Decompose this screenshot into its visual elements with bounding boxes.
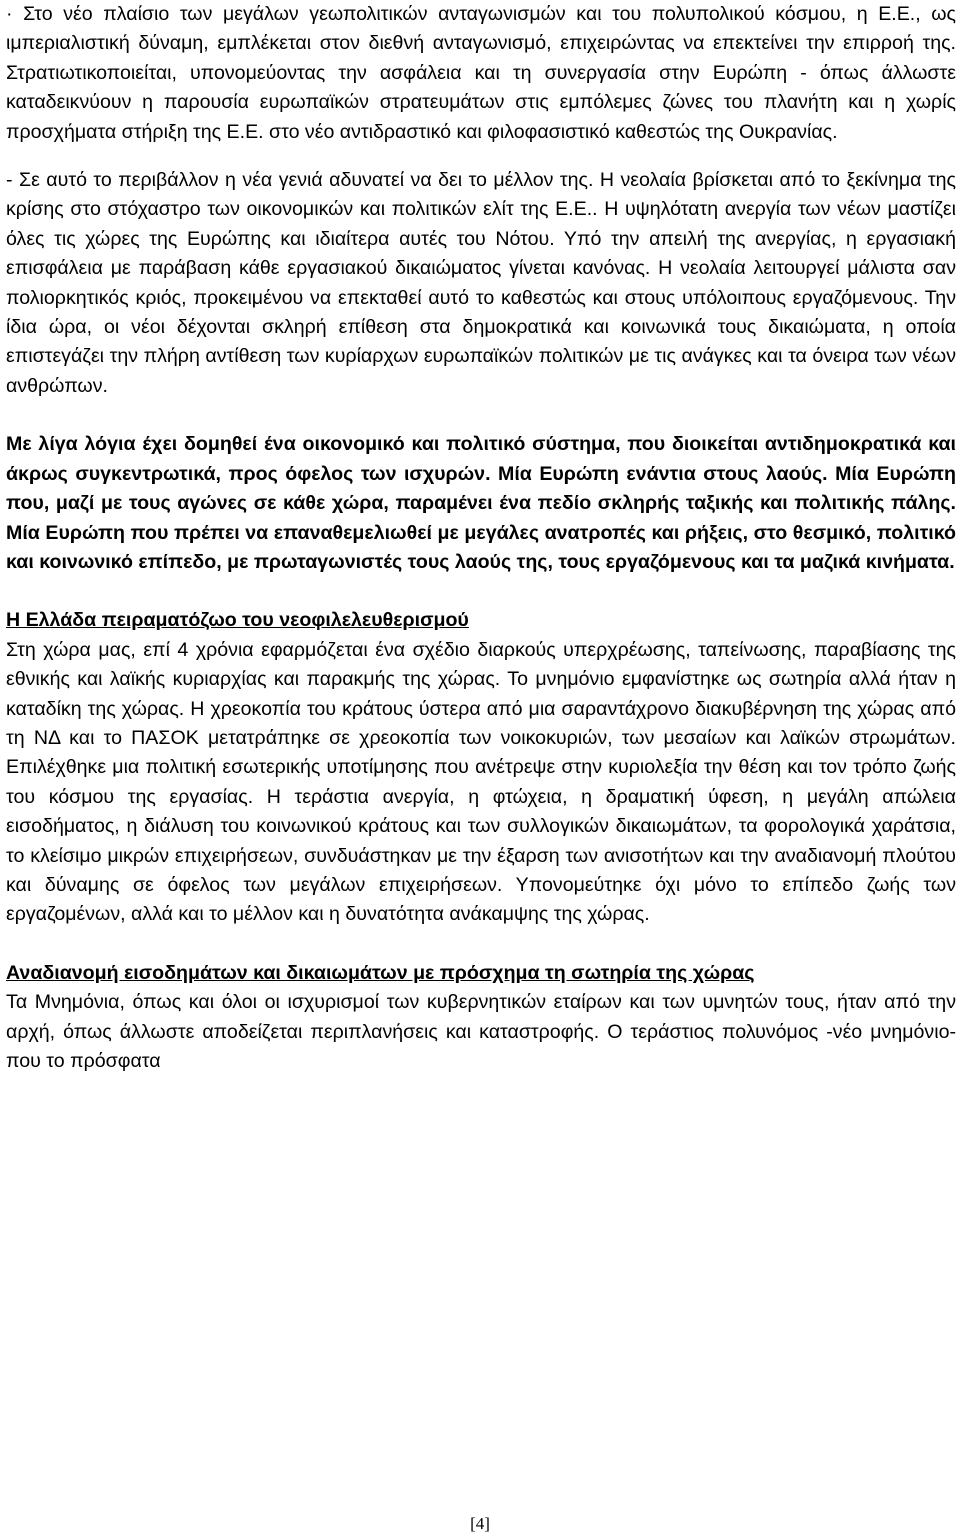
document-page [6,0,956,1076]
paragraph-eu-geopolitics: · Στο νέο πλαίσιο των μεγάλων γεωπολιτικών ανταγωνισμών και του πολυπολικού κόσμου, η Ε.Ε., ως ιμπεριαλιστική δύναμη, εμπλέκεται στον διεθνή ανταγωνισμό, επιχειρώντας να επεκτείνει την επιρροή της. Στρατιωτικοποιείται, υπονομεύοντας την ασφάλεια και τη συνεργασία στην Ευρώπη - όπως άλλωστε καταδεικνύουν η παρουσία ευρωπαϊκών στρατευμάτων στις εμπόλεμες ζώνες του πλανήτη και η χωρίς προσχήματα στήριξη της Ε.Ε. στο νέο αντιδραστικό και φιλοφασιστικό καθεστώς της Ουκρανίας. [6,3,956,143]
paragraph-summary-bold: Με λίγα λόγια έχει δομηθεί ένα οικονομικό και πολιτικό σύστημα, που διοικείται αντιδημοκρατικά και άκρως συγκεντρωτικά, προς όφελος των ισχυρών. Μία Ευρώπη ενάντια στους λαούς. Μία Ευρώπη που, μαζί με τους αγώνες σε κάθε χώρα, παραμένει ένα πεδίο σκληρής ταξικής και πολιτικής πάλης. Μία Ευρώπη που πρέπει να επαναθεμελιωθεί με μεγάλες ανατροπές και ρήξεις, στο θεσμικό, πολιτικό και κοινωνικό επίπεδο, με πρωταγωνιστές τους λαούς της, τους εργαζόμενους και τα μαζικά κινήματα. [6,433,956,573]
paragraph-greece: Στη χώρα μας, επί 4 χρόνια εφαρμόζεται ένα σχέδιο διαρκούς υπερχρέωσης, ταπείνωσης, παραβίασης της εθνικής και λαϊκής κυριαρχίας και παρακμής της χώρας. Το μνημόνιο εμφανίστηκε ως σωτηρία αλλά ήταν η καταδίκη της χώρας. Η χρεοκοπία του κράτους ύστερα από μια σαραντάχρονο διακυβέρνηση της χώρας από τη ΝΔ και το ΠΑΣΟΚ μετατράπηκε σε χρεοκοπία των νοικοκυριών, των μεσαίων και λαϊκών στρωμάτων. Επιλέχθηκε μια πολιτική εσωτερικής υποτίμησης που ανέτρεψε στην κυριολεξία την θέση και τον τρόπο ζωής του κόσμου της εργασίας. Η τεράστια ανεργία, η φτώχεια, η δραματική ύφεση, η μεγάλη απώλεια εισοδήματος, η διάλυση του κοινωνικού κράτους και των συλλογικών δικαιωμάτων, τα φορολογικά χαράτσια, το κλείσιμο μικρών επιχειρήσεων, συνδυάστηκαν με την έξαρση των ανισοτήτων και την αναδιανομή πλούτου και δύναμης σε όφελος των μεγάλων επιχειρήσεων. Υπονομεύτηκε όχι μόνο το επίπεδο ζωής των εργαζομένων, αλλά και το μέλλον και η δυνατότητα ανάκαμψης της χώρας. [6,638,956,926]
section-heading-redistribution: Αναδιανομή εισοδημάτων και δικαιωμάτων με πρόσχημα τη σωτηρία της χώρας [6,961,755,984]
paragraph-youth: - Σε αυτό το περιβάλλον η νέα γενιά αδυνατεί να δει το μέλλον της. Η νεολαία βρίσκεται από το ξεκίνημα της κρίσης στο στόχαστρο των οικονομικών και πολιτικών ελίτ της Ε.Ε.. Η υψηλότατη ανεργία των νέων μαστίζει όλες τις χώρες της Ευρώπης και ιδιαίτερα αυτές του Νότου. Υπό την απειλή της ανεργίας, η εργασιακή επισφάλεια με παράβαση κάθε εργασιακού δικαιώματος γίνεται κανόνας. Η νεολαία λειτουργεί μάλιστα σαν πολιορκητικός κριός, προκειμένου να επεκταθεί αυτό το καθεστώς και στους υπόλοιπους εργαζόμενους. Την ίδια ώρα, οι νέοι δέχονται σκληρή επίθεση στα δημοκρατικά και κοινωνικά τους δικαιώματα, η οποία επιστεγάζει την πλήρη αντίθεση των κυρίαρχων ευρωπαϊκών πολιτικών με τις ανάγκες και τα όνειρα των νέων ανθρώπων. [6,169,956,397]
page-number: [4] [470,1514,490,1533]
section-heading-greece: Η Ελλάδα πειραματόζωο του νεοφιλελευθερισμού [6,609,469,632]
paragraph-redistribution: Τα Μνημόνια, όπως και όλοι οι ισχυρισμοί των κυβερνητικών εταίρων και των υμνητών τους, ήταν από την αρχή, όπως άλλωστε αποδείζεται περιπλανήσεις και καταστροφής. Ο τεράστιος πολυνόμος -νέο μνημόνιο- που το πρόσφατα [6,991,956,1072]
